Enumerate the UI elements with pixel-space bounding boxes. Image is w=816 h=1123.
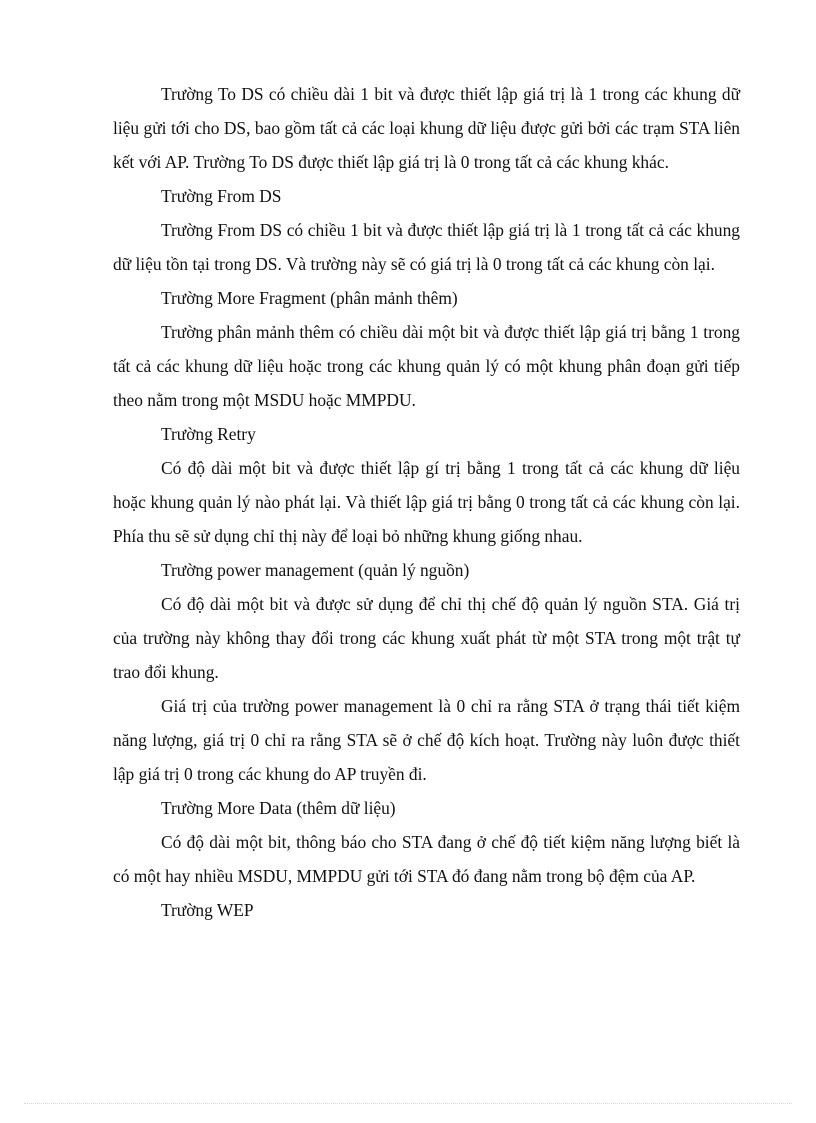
paragraph-more-fragment: Trường phân mảnh thêm có chiều dài một bit và được thiết lập giá trị bằng 1 trong tất cả các khung dữ liệu hoặc trong các khung quản lý có một khung phân đoạn gửi tiếp theo nằm trong một MSDU hoặc MMPDU. <box>113 322 740 410</box>
paragraph-more-data: Có độ dài một bit, thông báo cho STA đang ở chế độ tiết kiệm năng lượng biết là có một hay nhiều MSDU, MMPDU gửi tới STA đó đang nằm trong bộ đệm của AP. <box>113 832 740 886</box>
paragraph-to-ds: Trường To DS có chiều dài 1 bit và được thiết lập giá trị là 1 trong các khung dữ liệu gửi tới cho DS, bao gồm tất cả các loại khung dữ liệu được gửi bởi các trạm STA liên kết với AP. Trường To DS được thiết lập giá trị là 0 trong tất cả các khung khác. <box>113 84 740 172</box>
page-bottom-divider <box>24 1103 792 1104</box>
paragraph-power-management-1: Có độ dài một bit và được sử dụng để chỉ thị chế độ quản lý nguồn STA. Giá trị của trường này không thay đổi trong các khung xuất phát từ một STA trong một trật tự trao đổi khung. <box>113 594 740 682</box>
heading-more-data: Trường More Data (thêm dữ liệu) <box>161 798 396 818</box>
heading-more-fragment: Trường More Fragment (phân mảnh thêm) <box>161 288 458 308</box>
paragraph-power-management-2: Giá trị của trường power management là 0 chỉ ra rằng STA ở trạng thái tiết kiệm năng lượng, giá trị 0 chỉ ra rằng STA sẽ ở chế độ kích hoạt. Trường này luôn được thiết lập giá trị 0 trong các khung do AP truyền đi. <box>113 696 740 784</box>
heading-retry: Trường Retry <box>161 424 256 444</box>
paragraph-retry: Có độ dài một bit và được thiết lập gí trị bằng 1 trong tất cả các khung dữ liệu hoặc khung quản lý nào phát lại. Và thiết lập giá trị bằng 0 trong tất cả các khung còn lại. Phía thu sẽ sử dụng chỉ thị này để loại bỏ những khung giống nhau. <box>113 458 740 546</box>
heading-from-ds: Trường From DS <box>161 186 282 206</box>
paragraph-from-ds: Trường From DS có chiều 1 bit và được thiết lập giá trị là 1 trong tất cả các khung dữ liệu tồn tại trong DS. Và trường này sẽ có giá trị là 0 trong tất cả các khung còn lại. <box>113 220 740 274</box>
heading-wep: Trường WEP <box>161 900 254 920</box>
document-body <box>113 77 740 927</box>
heading-power-management: Trường power management (quản lý nguồn) <box>161 560 470 580</box>
